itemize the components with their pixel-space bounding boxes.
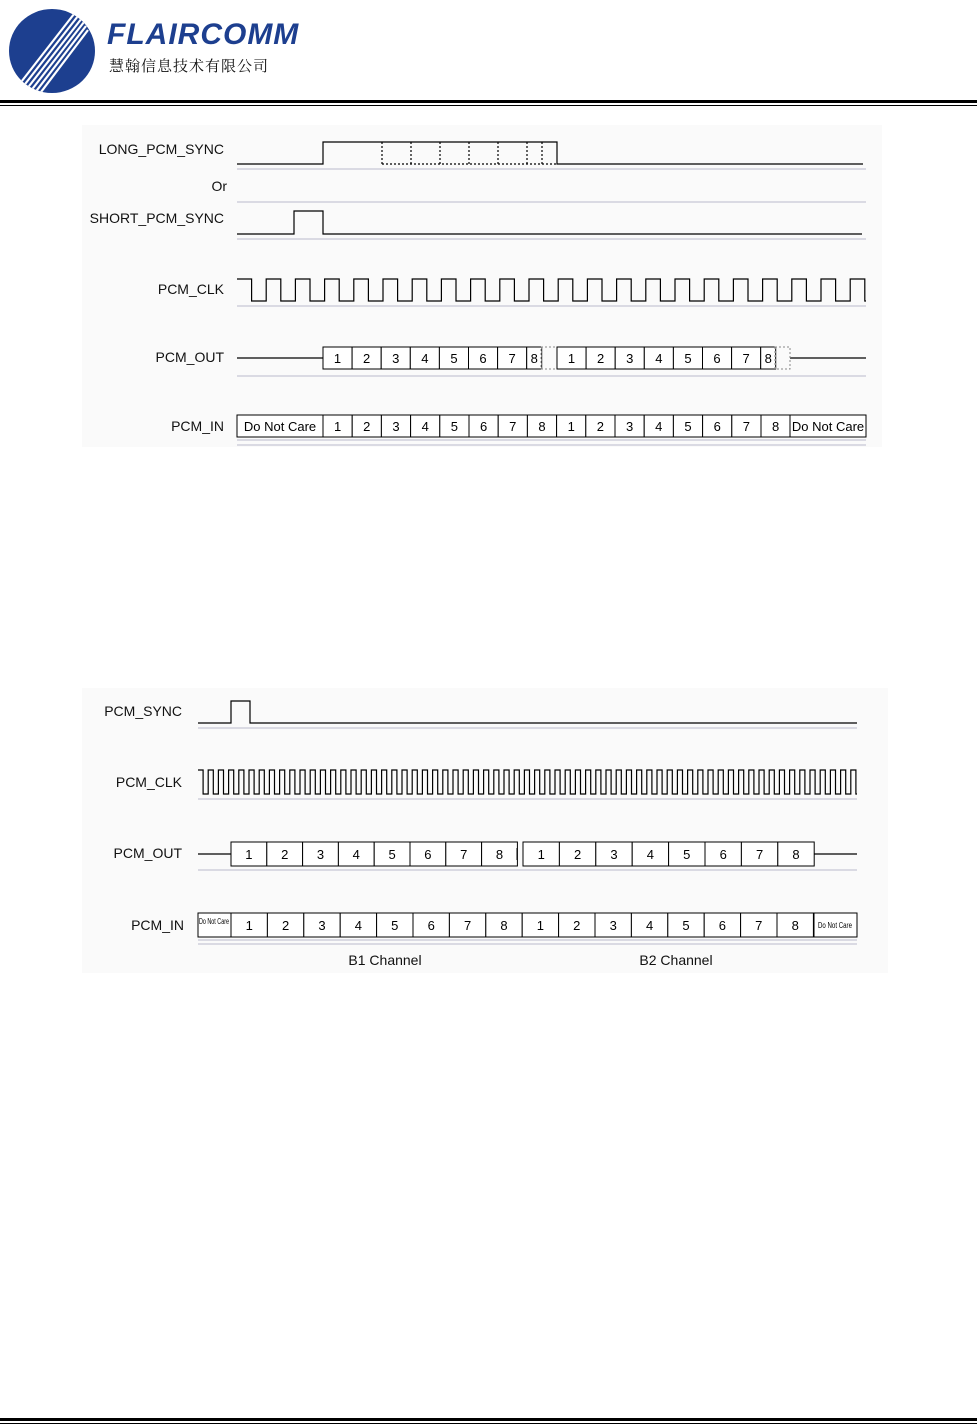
label-pcm-clk: PCM_CLK [115,774,182,790]
slot-label: 6 [713,419,721,434]
slot-label: 7 [508,351,516,366]
slot-label: 4 [421,351,429,366]
slot-label: 6 [479,351,487,366]
slot-label: 2 [363,419,371,434]
slot-label: 8 [495,847,504,862]
slot-label: 2 [573,847,582,862]
label-pcm-sync: PCM_SYNC [104,703,182,719]
slot-label: 5 [682,918,690,933]
timing-diagram-b1-b2-channel [0,688,977,978]
slot-label: 1 [245,918,253,933]
label-pcm-in: PCM_IN [171,418,224,434]
label-long-pcm-sync: LONG_PCM_SYNC [98,141,224,157]
do-not-care-label: Do Not Care [199,917,230,926]
label-pcm-clk: PCM_CLK [157,281,224,297]
footer-rule-thin [0,1423,977,1424]
slot-label: 6 [718,918,727,933]
slot-label: 4 [646,847,655,862]
slot-label: 1 [333,419,342,434]
slot-label: 5 [684,351,692,366]
slot-label: 8 [792,847,800,862]
slot-label: 7 [460,847,468,862]
slot-label: 6 [719,847,727,862]
slot-label: 5 [684,419,692,434]
slot-label: 7 [463,918,472,933]
header-rule [0,100,977,103]
slot-label: 8 [771,419,780,434]
label-pcm-in: PCM_IN [131,917,184,933]
pcm-out-cells [198,842,857,866]
flaircomm-logo-icon [8,8,96,94]
slot-label: 7 [742,419,751,434]
slot-label: 7 [755,918,763,933]
slot-label: 8 [764,351,772,366]
slot-label: 3 [609,918,617,933]
slot-label: 8 [538,419,546,434]
brand-subtitle: 慧翰信息技术有限公司 [109,57,270,75]
b1-channel-label: B1 Channel [348,952,422,968]
label-pcm-out: PCM_OUT [155,349,224,365]
slot-label: 8 [530,351,538,366]
slot-label: 1 [536,918,545,933]
timing-diagram-long-short-sync [0,125,977,455]
slot-label: 5 [683,847,691,862]
slot-label: 4 [421,419,429,434]
slot-label: 7 [755,847,764,862]
footer-rule [0,1418,977,1421]
slot-label: 3 [610,847,618,862]
slot-label: 8 [791,918,799,933]
slot-label: 4 [645,918,654,933]
label-short-pcm-sync: SHORT_PCM_SYNC [89,210,224,226]
slot-label: 6 [427,918,435,933]
slot-label: 7 [509,419,517,434]
slot-label: 1 [567,351,576,366]
header-rule-thin [0,105,977,106]
slot-label: 1 [245,847,253,862]
slot-label: 3 [626,351,634,366]
slot-label: 5 [450,419,459,434]
slot-label: 2 [596,419,605,434]
label-pcm-out: PCM_OUT [113,845,182,861]
slot-label: 5 [388,847,396,862]
slot-label: 3 [316,847,325,862]
label-or: Or [211,178,227,194]
slot-label: 2 [597,351,605,366]
slot-label: 3 [625,419,634,434]
slot-label: 3 [392,419,400,434]
do-not-care-label: Do Not Care [818,921,853,930]
pcm-in-cells [237,415,866,437]
slot-label: 2 [281,847,289,862]
slot-label: 4 [655,419,663,434]
slot-label: 3 [392,351,400,366]
slot-label: 6 [424,847,432,862]
slot-label: 2 [363,351,371,366]
slot-label: 5 [450,351,458,366]
slot-label: 6 [479,419,488,434]
slot-label: 4 [352,847,360,862]
slot-label: Do Not Care [791,419,865,434]
slot-label: 1 [537,847,545,862]
slot-label: 5 [391,918,399,933]
slot-label: 7 [742,351,750,366]
slot-label: 4 [354,918,363,933]
slot-label: 2 [573,918,581,933]
slot-label: 4 [655,351,663,366]
b2-channel-label: B2 Channel [639,952,713,968]
slot-label: Do Not Care [243,419,317,434]
slot-label: 6 [713,351,721,366]
slot-label: 8 [500,918,508,933]
brand-name: FLAIRCOMM [107,18,300,51]
slot-label: 1 [567,419,575,434]
page-header [0,0,977,110]
slot-label: 3 [318,918,326,933]
slot-label: 1 [333,351,342,366]
pcm-in-cells [198,913,857,937]
slot-label: 2 [281,918,290,933]
